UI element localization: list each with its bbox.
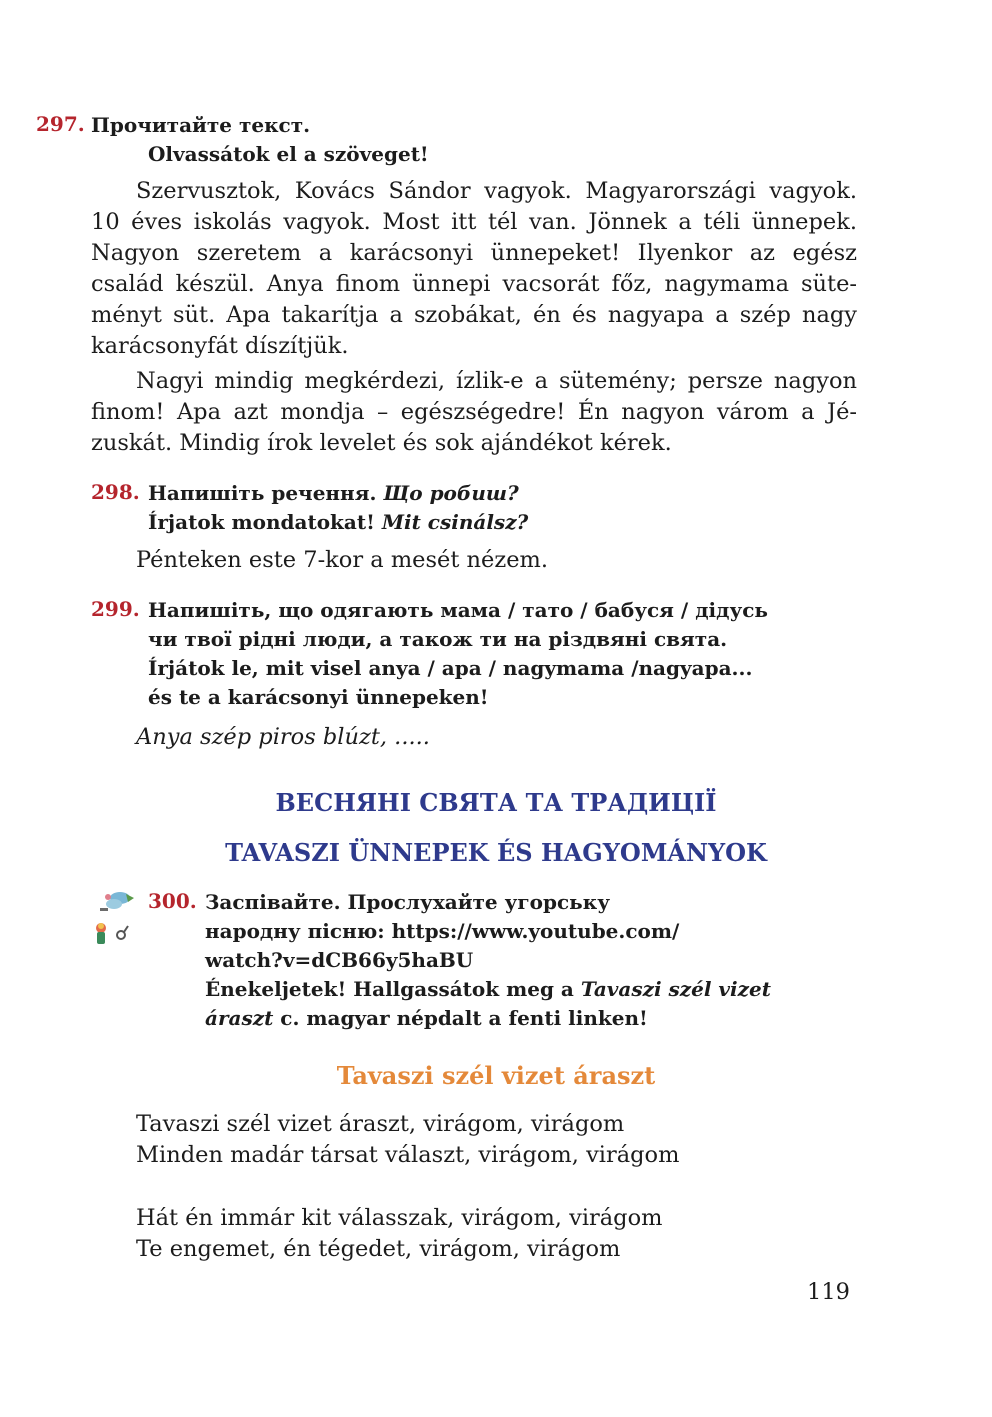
- exercise-number-298: 298.: [91, 480, 140, 504]
- exercise-299-example: [136, 722, 430, 753]
- exercise-number-297: 297.: [36, 112, 85, 136]
- exercise-298-instruction-hu: [148, 508, 528, 537]
- song-line: Hát én immár kit válasszak, virágom, virágom: [136, 1205, 663, 1231]
- text-line: 10 éves iskolás vagyok. Most itt tél van. Jönnek a téli ünnepek.: [91, 209, 857, 235]
- song-title-inline: Tavaszi szél vizet: [580, 977, 771, 1001]
- instruction-line: Напишіть, що одягають мама / тато / бабуся / дідусь: [148, 598, 768, 622]
- exercise-297-paragraph-1: [91, 176, 857, 362]
- instruction-line: народну пісню: https://www.youtube.com/: [205, 919, 680, 943]
- instruction-bold: Írjatok mondatokat!: [148, 510, 375, 534]
- song-stanza-1: [136, 1109, 679, 1171]
- song-line: Minden madár társat választ, virágom, virágom: [136, 1142, 680, 1168]
- instruction-line: [205, 1004, 771, 1033]
- exercise-number-299: 299.: [91, 597, 140, 621]
- instruction-question: Mit csinálsz?: [381, 510, 529, 534]
- instruction-line: [205, 975, 771, 1004]
- instruction-question: Що робиш?: [383, 481, 519, 505]
- text-line: Szervusztok, Kovács Sándor vagyok. Magyarországi vagyok.: [136, 178, 857, 204]
- exercise-297-paragraph-2: [91, 366, 857, 459]
- instruction-line: watch?v=dCB66y5haBU: [205, 948, 474, 972]
- song-stanza-2: [136, 1203, 662, 1265]
- text-line: zuskát. Mindig írok levelet és sok ajándékot kérek.: [91, 430, 672, 456]
- instruction-bold: c. magyar népdalt a fenti linken!: [273, 1006, 648, 1030]
- example-text: Anya szép piros blúzt, .....: [136, 724, 430, 750]
- text-line: Nagyi mindig megkérdezi, ízlik-e a sütemény; persze nagyon: [136, 368, 857, 394]
- exercise-297-instruction-ua: Прочитайте текст.: [91, 113, 311, 137]
- exercise-298-example: Pénteken este 7-kor a mesét nézem.: [136, 547, 548, 573]
- text-line: karácsonyfát díszítjük.: [91, 333, 349, 359]
- song-line: Tavaszi szél vizet áraszt, virágom, virágom: [136, 1111, 625, 1137]
- instruction-bold: Напишіть речення.: [148, 481, 377, 505]
- section-title-ua: ВЕСНЯНІ СВЯТА ТА ТРАДИЦІЇ: [275, 788, 717, 817]
- instruction-line: Írjátok le, mit visel anya / apa / nagymama /nagyapa...: [148, 656, 753, 680]
- song-line: Te engemet, én tégedet, virágom, virágom: [136, 1236, 621, 1262]
- text-line: család készül. Anya finom ünnepi vacsorát főz, nagymama süte-: [91, 271, 857, 297]
- text-line: finom! Apa azt mondja – egészségedre! Én nagyon várom a Jé-: [91, 399, 857, 425]
- page-number: 119: [807, 1279, 850, 1305]
- exercise-299-instruction: [148, 596, 768, 712]
- song-title-inline: áraszt: [205, 1006, 274, 1030]
- instruction-bold: Énekeljetek! Hallgassátok meg a: [205, 977, 581, 1001]
- song-title: Tavaszi szél vizet áraszt: [336, 1061, 656, 1090]
- section-title-hu: TAVASZI ÜNNEPEK ÉS HAGYOMÁNYOK: [225, 838, 767, 867]
- listen-and-sing-icon: [90, 888, 140, 948]
- exercise-298-instruction-ua: [148, 479, 519, 508]
- instruction-line: Заспівайте. Прослухайте угорську: [205, 890, 610, 914]
- instruction-line: és te a karácsonyi ünnepeken!: [148, 685, 489, 709]
- text-line: Nagyon szeretem a karácsonyi ünnepeket! Ilyenkor az egész: [91, 240, 857, 266]
- exercise-297-instruction-hu: Olvassátok el a szöveget!: [148, 142, 429, 166]
- exercise-300-instruction: [205, 888, 771, 1033]
- instruction-line: чи твої рідні люди, а також ти на різдвяні свята.: [148, 627, 728, 651]
- text-line: ményt süt. Apa takarítja a szobákat, én és nagyapa a szép nagy: [91, 302, 857, 328]
- exercise-number-300: 300.: [148, 889, 197, 913]
